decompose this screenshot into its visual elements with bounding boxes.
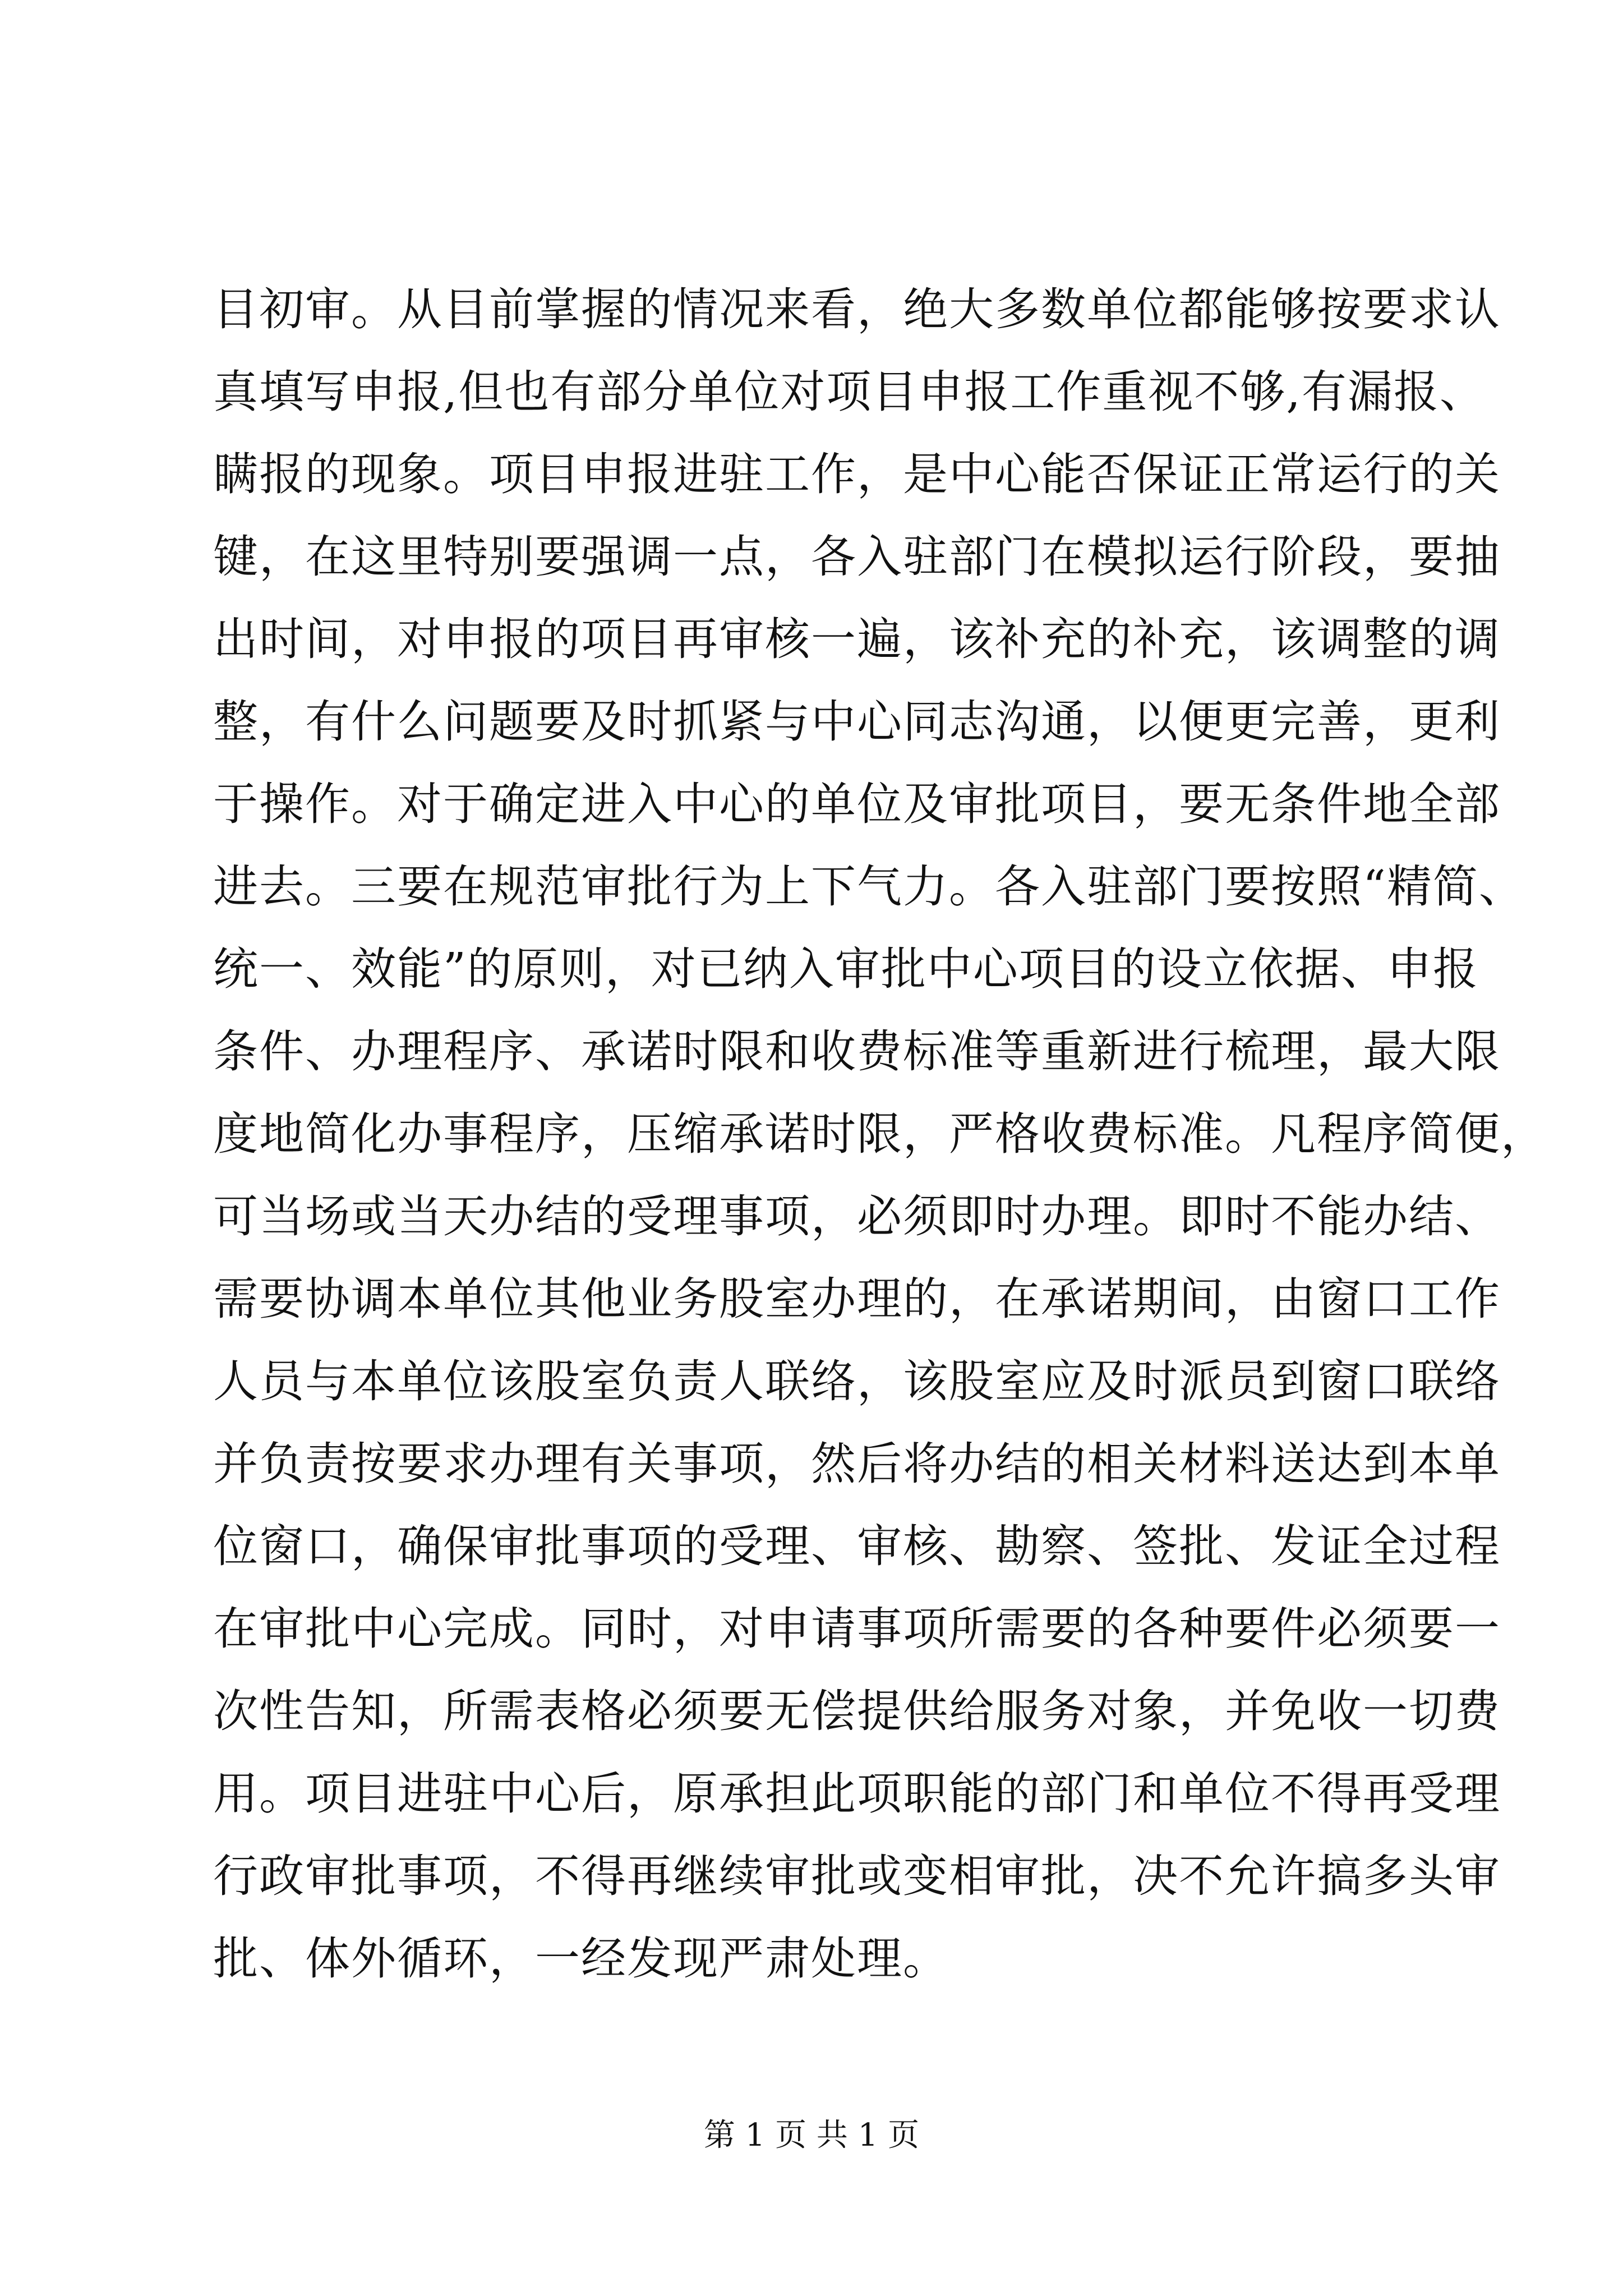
text-line: 行政审批事项，不得再继续审批或变相审批，决不允许搞多头审 bbox=[213, 1850, 1501, 1902]
text-line: 需要协调本单位其他业务股室办理的，在承诺期间，由窗口工作 bbox=[213, 1273, 1501, 1325]
text-line: 位窗口，确保审批事项的受理、审核、勘察、签批、发证全过程 bbox=[213, 1520, 1501, 1572]
text-line: 真填写申报,但也有部分单位对项目申报工作重视不够,有漏报、 bbox=[213, 366, 1486, 418]
text-line: 出时间，对申报的项目再审核一遍，该补充的补充，该调整的调 bbox=[213, 613, 1501, 665]
text-line: 可当场或当天办结的受理事项，必须即时办理。即时不能办结、 bbox=[213, 1190, 1501, 1243]
text-line: 统一、效能”的原则，对已纳入审批中心项目的设立依据、申报 bbox=[213, 943, 1479, 995]
text-line: 用。项目进驻中心后，原承担此项职能的部门和单位不得再受理 bbox=[213, 1768, 1501, 1820]
page-footer: 第 1 页 共 1 页 bbox=[703, 2117, 920, 2154]
text-line: 人员与本单位该股室负责人联络，该股室应及时派员到窗口联络 bbox=[213, 1355, 1501, 1407]
text-line: 条件、办理程序、承诺时限和收费标准等重新进行梳理，最大限 bbox=[213, 1025, 1501, 1078]
text-line: 批、体外循环，一经发现严肃处理。 bbox=[213, 1932, 949, 1985]
body-text bbox=[213, 268, 1547, 2000]
text-line: 键，在这里特别要强调一点，各入驻部门在模拟运行阶段，要抽 bbox=[213, 531, 1501, 583]
text-line: 瞒报的现象。项目申报进驻工作，是中心能否保证正常运行的关 bbox=[213, 448, 1501, 500]
text-line: 目初审。从目前掌握的情况来看，绝大多数单位都能够按要求认 bbox=[213, 283, 1501, 335]
text-line: 整，有什么问题要及时抓紧与中心同志沟通，以便更完善，更利 bbox=[213, 696, 1501, 748]
text-line: 并负责按要求办理有关事项，然后将办结的相关材料送达到本单 bbox=[213, 1438, 1501, 1490]
text-line: 在审批中心完成。同时，对申请事项所需要的各种要件必须要一 bbox=[213, 1603, 1501, 1655]
text-line: 于操作。对于确定进入中心的单位及审批项目，要无条件地全部 bbox=[213, 778, 1501, 830]
text-line: 度地简化办事程序，压缩承诺时限，严格收费标准。凡程序简便， bbox=[213, 1108, 1547, 1160]
text-line: 次性告知，所需表格必须要无偿提供给服务对象，并免收一切费 bbox=[213, 1685, 1501, 1737]
text-line: 进去。三要在规范审批行为上下气力。各入驻部门要按照“精简、 bbox=[213, 861, 1525, 913]
